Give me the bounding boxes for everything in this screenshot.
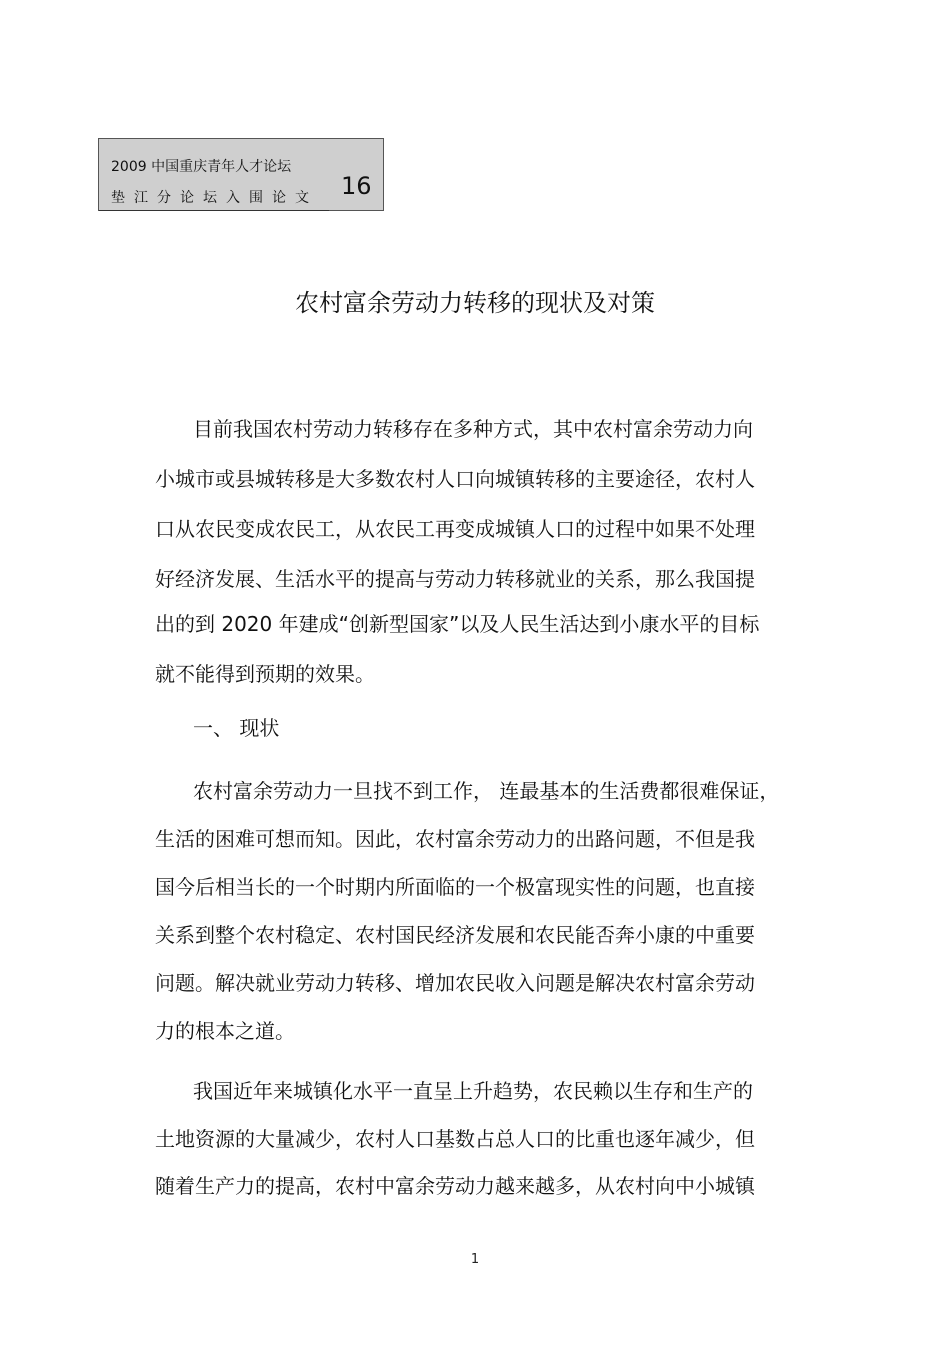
paper-number: 16: [341, 172, 372, 200]
paragraph-line: 出的到 2020 年建成“创新型国家”以及人民生活达到小康水平的目标: [155, 612, 760, 636]
paragraph-line: 生活的困难可想而知。因此，农村富余劳动力的出路问题，不但是我: [155, 827, 755, 851]
paragraph-line: 问题。解决就业劳动力转移、增加农民收入问题是解决农村富余劳动: [155, 971, 755, 995]
paragraph-line: 农村富余劳动力一旦找不到工作， 连最基本的生活费都很难保证，: [193, 779, 780, 803]
document-title: 农村富余劳动力转移的现状及对策: [295, 289, 655, 317]
paragraph-line: 目前我国农村劳动力转移存在多种方式，其中农村富余劳动力向: [193, 417, 753, 441]
forum-name: 2009 中国重庆青年人才论坛: [111, 159, 292, 175]
paragraph-line: 口从农民变成农民工，从农民工再变成城镇人口的过程中如果不处理: [155, 517, 755, 541]
paragraph-line: 随着生产力的提高，农村中富余劳动力越来越多，从农村向中小城镇: [155, 1174, 755, 1198]
forum-header-box: [98, 138, 384, 211]
paragraph-line: 我国近年来城镇化水平一直呈上升趋势，农民赖以生存和生产的: [193, 1079, 753, 1103]
paragraph-line: 就不能得到预期的效果。: [155, 662, 375, 686]
section-heading: 一、 现状: [193, 716, 280, 740]
paragraph-line: 小城市或县城转移是大多数农村人口向城镇转移的主要途径，农村人: [155, 467, 755, 491]
header-underline: [99, 210, 329, 211]
forum-subtitle: 垫江分论坛入围论文: [111, 190, 318, 206]
paragraph-line: 关系到整个农村稳定、农村国民经济发展和农民能否奔小康的中重要: [155, 923, 755, 947]
paragraph-line: 国今后相当长的一个时期内所面临的一个极富现实性的问题，也直接: [155, 875, 755, 899]
paragraph-line: 力的根本之道。: [155, 1019, 295, 1043]
page-number: 1: [470, 1252, 480, 1267]
paragraph-line: 土地资源的大量减少，农村人口基数占总人口的比重也逐年减少，但: [155, 1127, 755, 1151]
paragraph-line: 好经济发展、生活水平的提高与劳动力转移就业的关系，那么我国提: [155, 567, 755, 591]
